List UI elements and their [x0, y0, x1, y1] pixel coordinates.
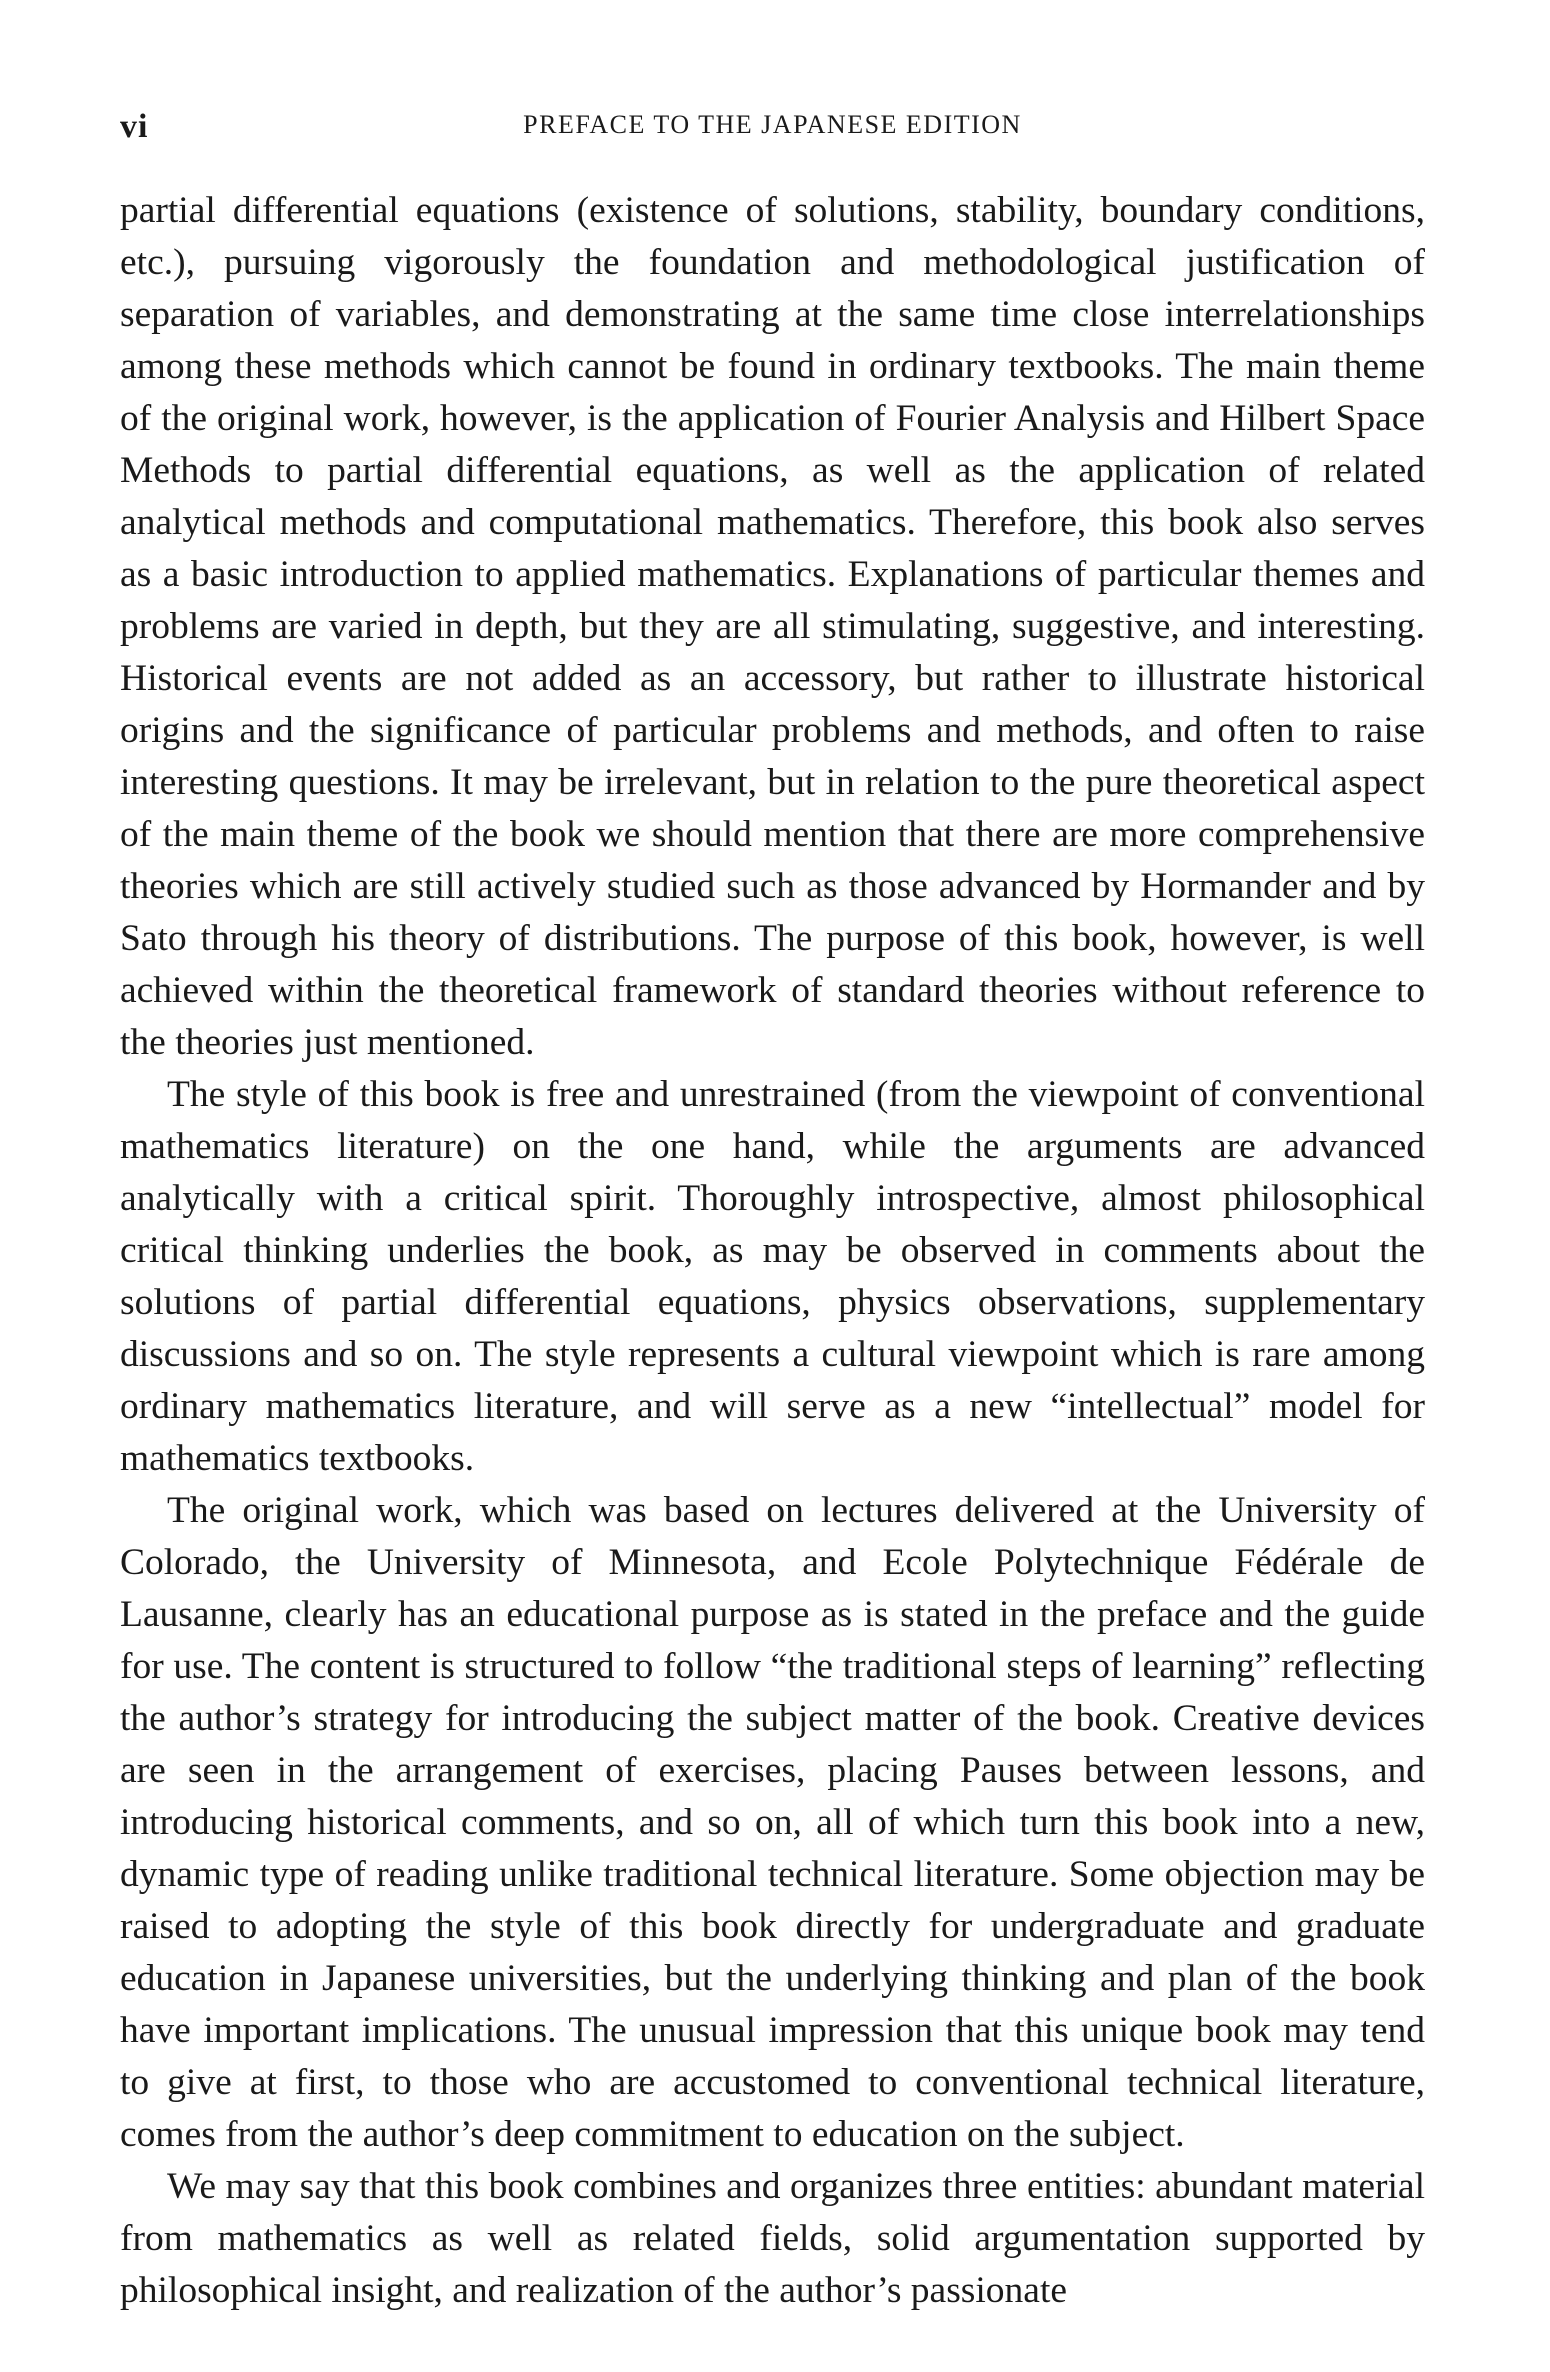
body-text: [120, 185, 1425, 2317]
running-head-title: PREFACE TO THE JAPANESE EDITION: [523, 110, 1022, 139]
page-number: vi: [120, 108, 149, 145]
paragraph-continuation: partial differential equations (existence of solutions, stability, boundary conditions, etc.), pursuing vigorously the foundation and methodological justification of separation of variables, and demonstrating at the same time close interrelationships among these methods which cannot be found in ordinary textbooks. The main theme of the original work, however, is the application of Fourier Analysis and Hilbert Space Methods to partial differential equations, as well as the application of related analytical methods and computational mathematics. Therefore, this book also serves as a basic introduction to applied mathematics. Explanations of particular themes and problems are varied in depth, but they are all stimulating, suggestive, and interesting. Historical events are not added as an accessory, but rather to illustrate historical origins and the significance of particular problems and methods, and often to raise interesting questions. It may be irrelevant, but in relation to the pure theoretical aspect of the main theme of the book we should mention that there are more comprehensive theories which are still actively studied such as those advanced by Hormander and by Sato through his theory of distributions. The purpose of this book, however, is well achieved within the theoretical framework of standard theories without reference to the theories just mentioned.: [120, 190, 1425, 1063]
paragraph-original-work: The original work, which was based on lectures delivered at the University of Colorado, the University of Minnesota, and Ecole Polytechnique Fédérale de Lausanne, clearly has an educational purpose as is stated in the preface and the guide for use. The content is structured to follow “the traditional steps of learning” reflecting the author’s strategy for introducing the subject matter of the book. Creative devices are seen in the arrangement of exercises, placing Pauses between lessons, and introducing historical comments, and so on, all of which turn this book into a new, dynamic type of reading unlike traditional technical literature. Some objection may be raised to adopting the style of this book directly for undergraduate and graduate education in Japanese universities, but the underlying thinking and plan of the book have important implications. The unusual impression that this unique book may tend to give at first, to those who are accustomed to conventional technical literature, comes from the author’s deep commitment to education on the subject.: [120, 1490, 1425, 2155]
paragraph-style: The style of this book is free and unrestrained (from the viewpoint of conventional mathematics literature) on the one hand, while the arguments are advanced analytically with a critical spirit. Thoroughly introspective, almost philosophical critical thinking underlies the book, as may be observed in comments about the solutions of partial differential equations, physics observations, supplementary discussions and so on. The style represents a cultural viewpoint which is rare among ordinary mathematics literature, and will serve as a new “intellectual” model for mathematics textbooks.: [120, 1074, 1425, 1479]
book-page: [120, 100, 1425, 2317]
running-head: [120, 100, 1425, 160]
paragraph-three-entities: We may say that this book combines and organizes three entities: abundant material from mathematics as well as related fields, solid argumentation supported by philosophical insight, and realization of the author’s passionate: [120, 2166, 1425, 2311]
